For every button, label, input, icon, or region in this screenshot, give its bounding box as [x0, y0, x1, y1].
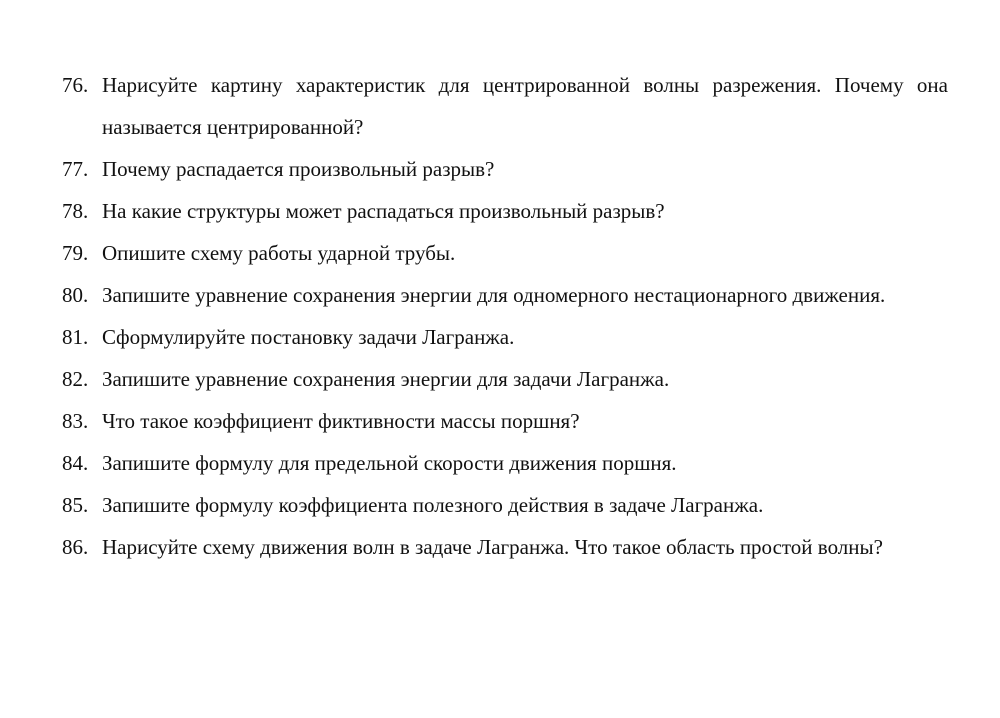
question-text: Запишите уравнение сохранения энергии для одномерного нестационарного движения. — [102, 283, 886, 307]
question-number: 82. — [62, 367, 89, 391]
question-item — [62, 442, 948, 484]
question-number: 76. — [62, 73, 89, 97]
question-number: 78. — [62, 199, 89, 223]
question-text: Что такое коэффициент фиктивности массы поршня? — [102, 409, 580, 433]
question-item — [62, 274, 948, 316]
question-item — [62, 148, 948, 190]
question-item — [62, 232, 948, 274]
question-item — [62, 64, 948, 148]
question-item — [62, 484, 948, 526]
question-text: Опишите схему работы ударной трубы. — [102, 241, 456, 265]
question-item — [62, 400, 948, 442]
question-text: Сформулируйте постановку задачи Лагранжа. — [102, 325, 515, 349]
question-number: 81. — [62, 325, 89, 349]
question-text: Запишите формулу для предельной скорости движения поршня. — [102, 451, 677, 475]
question-text: Запишите уравнение сохранения энергии для задачи Лагранжа. — [102, 367, 670, 391]
question-item — [62, 190, 948, 232]
question-number: 86. — [62, 535, 89, 559]
question-text: На какие структуры может распадаться произвольный разрыв? — [102, 199, 665, 223]
question-text: Запишите формулу коэффициента полезного действия в задаче Лагранжа. — [102, 493, 764, 517]
question-number: 80. — [62, 283, 89, 307]
question-item — [62, 316, 948, 358]
question-number: 85. — [62, 493, 89, 517]
question-number: 84. — [62, 451, 89, 475]
question-text: Нарисуйте схему движения волн в задаче Лагранжа. Что такое область простой волны? — [102, 535, 883, 559]
question-item — [62, 358, 948, 400]
question-number: 83. — [62, 409, 89, 433]
question-text: Нарисуйте картину характеристик для центрированной волны разрежения. Почему она называется центрированной? — [102, 73, 948, 139]
question-text: Почему распадается произвольный разрыв? — [102, 157, 495, 181]
question-item — [62, 526, 948, 568]
question-number: 79. — [62, 241, 89, 265]
question-list — [62, 64, 948, 568]
question-number: 77. — [62, 157, 89, 181]
